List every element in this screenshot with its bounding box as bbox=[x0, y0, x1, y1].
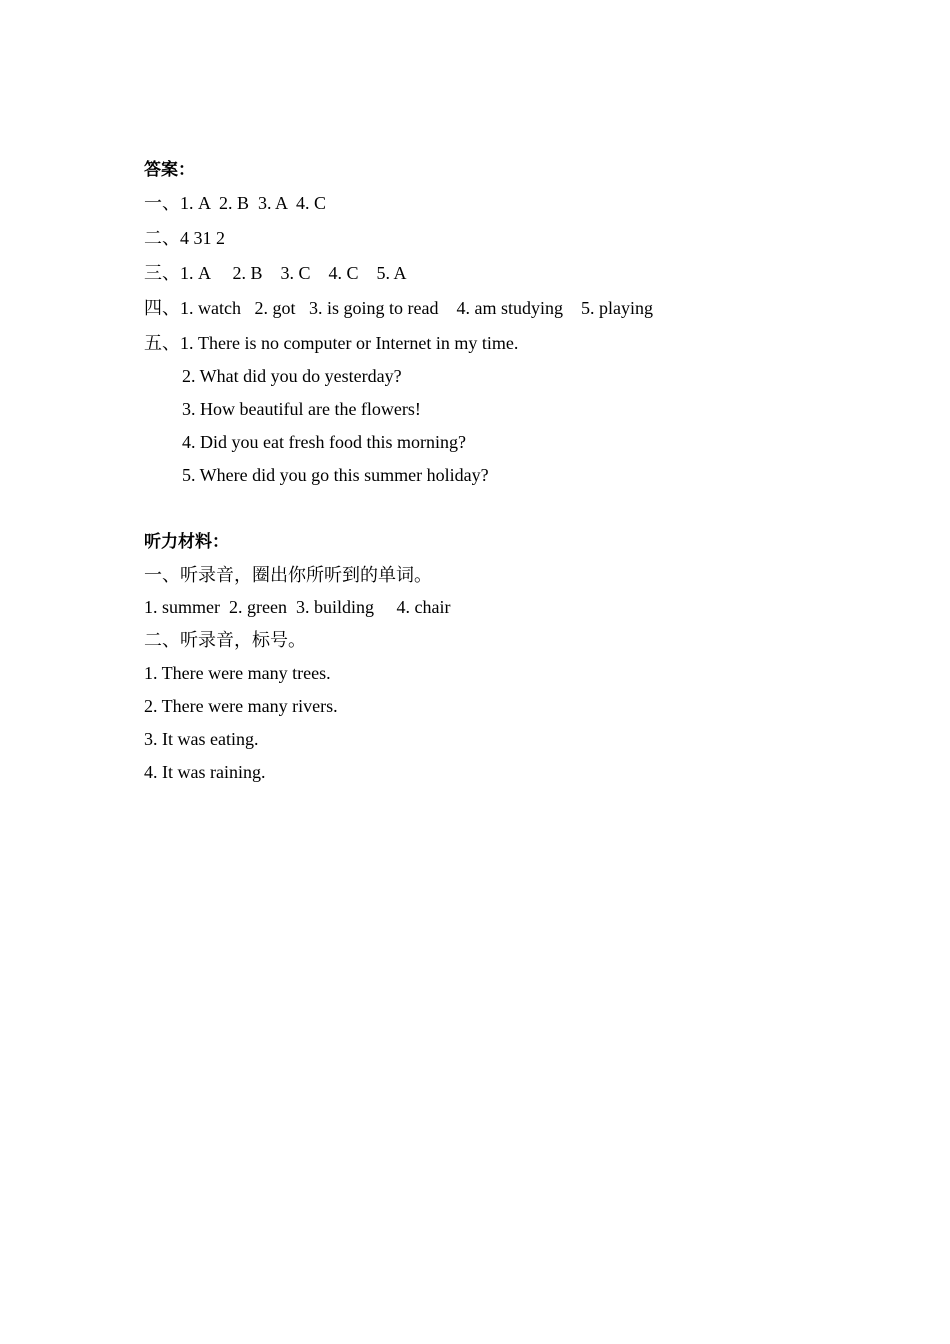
answer-line-3: 三、1. A 2. B 3. C 4. C 5. A bbox=[144, 263, 407, 283]
listening-line-2: 1. summer 2. green 3. building 4. chair bbox=[144, 597, 451, 617]
answer-5-item-5: 5. Where did you go this summer holiday? bbox=[182, 465, 489, 485]
answer-line-5: 五、1. There is no computer or Internet in my time. bbox=[144, 333, 519, 353]
answer-line-4: 四、1. watch 2. got 3. is going to read 4. am studying 5. playing bbox=[144, 298, 653, 318]
listening-line-1: 一、听录音，圈出你所听到的单词。 bbox=[144, 565, 432, 585]
listening-line-4: 1. There were many trees. bbox=[144, 663, 331, 683]
answer-5-item-4: 4. Did you eat fresh food this morning? bbox=[182, 432, 466, 452]
answer-line-2: 二、4 31 2 bbox=[144, 228, 225, 248]
listening-line-6: 3. It was eating. bbox=[144, 729, 259, 749]
listening-line-3: 二、听录音，标号。 bbox=[144, 630, 306, 650]
answers-heading: 答案： bbox=[144, 160, 195, 180]
answer-5-item-2: 2. What did you do yesterday? bbox=[182, 366, 402, 386]
answer-5-item-3: 3. How beautiful are the flowers! bbox=[182, 399, 421, 419]
listening-line-7: 4. It was raining. bbox=[144, 762, 266, 782]
listening-line-5: 2. There were many rivers. bbox=[144, 696, 338, 716]
answer-line-1: 一、1. A 2. B 3. A 4. C bbox=[144, 193, 327, 213]
listening-heading: 听力材料： bbox=[144, 532, 229, 552]
